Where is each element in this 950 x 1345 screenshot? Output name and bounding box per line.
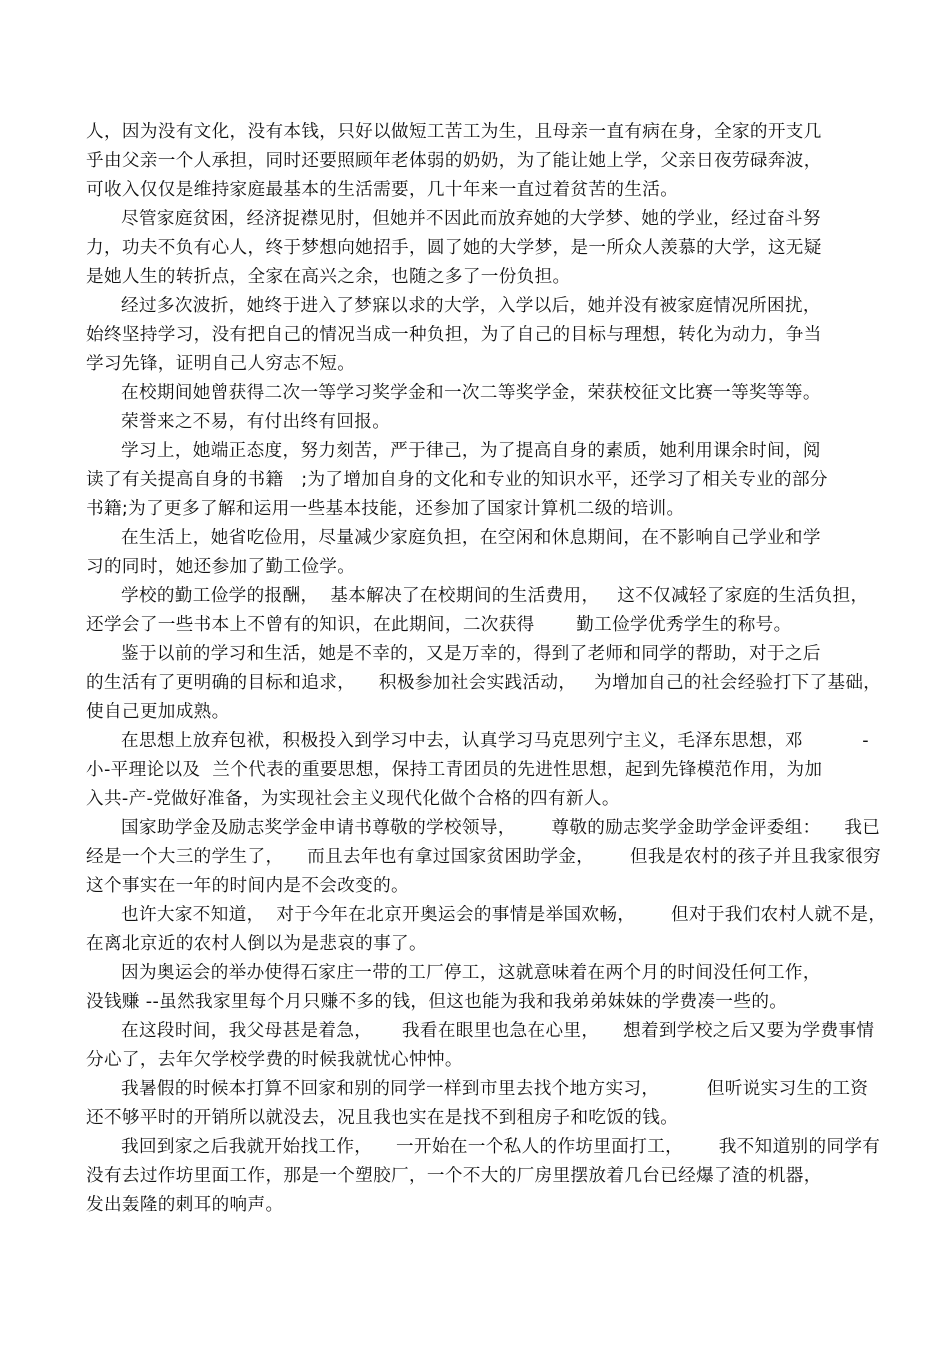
text-line: 还不够平时的开销所以就没去，况且我也实在是找不到租房子和吃饭的钱。 — [86, 1108, 679, 1128]
text-line: 使自己更加成熟。 — [86, 702, 230, 722]
text-line: 学习上，她端正态度，努力刻苦，严于律己，为了提高自身的素质，她利用课余时间，阅 — [121, 441, 821, 461]
text-line: 入共-产-党做好准备，为实现社会主义现代化做个合格的四有新人。 — [86, 789, 620, 809]
text-line: 国家助学金及励志奖学金申请书尊敬的学校领导， 尊敬的励志奖学金助学金评委组： 我已 — [121, 818, 881, 838]
text-line: 没钱赚 --虽然我家里每个月只赚不多的钱，但这也能为我和我弟弟妹妹的学费凑一些的。 — [86, 992, 788, 1012]
text-line: 在这段时间，我父母甚是着急， 我看在眼里也急在心里， 想着到学校之后又要为学费事情 — [121, 1021, 875, 1041]
text-line: 还学会了一些书本上不曾有的知识，在此期间，二次获得 勤工俭学优秀学生的称号。 — [86, 615, 792, 635]
text-line: 可收入仅仅是维持家庭最基本的生活需要，几十年来一直过着贫苦的生活。 — [86, 180, 679, 200]
text-line: 在生活上，她省吃俭用，尽量减少家庭负担，在空闲和休息期间，在不影响自己学业和学 — [121, 528, 821, 548]
text-line: 我回到家之后我就开始找工作， 一开始在一个私人的作坊里面打工， 我不知道别的同学有 — [121, 1137, 881, 1157]
text-line: 的生活有了更明确的目标和追求， 积极参加社会实践活动， 为增加自己的社会经验打下了基础， — [86, 673, 882, 693]
text-line: 鉴于以前的学习和生活，她是不幸的，又是万幸的，得到了老师和同学的帮助，对于之后 — [121, 644, 821, 664]
text-line: 始终坚持学习，没有把自己的情况当成一种负担，为了自己的目标与理想，转化为动力，争当 — [86, 325, 822, 345]
text-line: 在校期间她曾获得二次一等学习奖学金和一次二等奖学金，荣获校征文比赛一等奖等等。 — [121, 383, 821, 403]
text-line: 书籍;为了更多了解和运用一些基本技能，还参加了国家计算机二级的培训。 — [86, 499, 685, 519]
text-line: 经过多次波折，她终于进入了梦寐以求的大学，入学以后，她并没有被家庭情况所困扰， — [121, 296, 821, 316]
text-line: 分心了，去年欠学校学费的时候我就忧心忡忡。 — [86, 1050, 463, 1070]
text-line: 在思想上放弃包袱，积极投入到学习中去，认真学习马克思列宁主义，毛泽东思想，邓 - — [121, 731, 869, 751]
text-line: 力，功夫不负有心人，终于梦想向她招手，圆了她的大学梦，是一所众人羡慕的大学，这无疑 — [86, 238, 822, 258]
text-line: 是她人生的转折点，全家在高兴之余，也随之多了一份负担。 — [86, 267, 571, 287]
text-line: 学习先锋，证明自己人穷志不短。 — [86, 354, 356, 374]
text-line: 这个事实在一年的时间内是不会改变的。 — [86, 876, 409, 896]
text-line: 小-平理论以及 兰个代表的重要思想，保持工青团员的先进性思想，起到先锋模范作用，为加 — [86, 760, 823, 780]
text-line: 学校的勤工俭学的报酬， 基本解决了在校期间的生活费用， 这不仅减轻了家庭的生活负担， — [121, 586, 869, 606]
text-line: 发出轰隆的刺耳的响声。 — [86, 1195, 284, 1215]
text-line: 人，因为没有文化，没有本钱，只好以做短工苦工为生，且母亲一直有病在身，全家的开支几 — [86, 122, 822, 142]
text-line: 尽管家庭贫困，经济捉襟见肘，但她并不因此而放弃她的大学梦、她的学业，经过奋斗努 — [121, 209, 821, 229]
text-line: 也许大家不知道， 对于今年在北京开奥运会的事情是举国欢畅， 但对于我们农村人就不是， — [121, 905, 887, 925]
text-line: 在离北京近的农村人倒以为是悲哀的事了。 — [86, 934, 427, 954]
text-line: 乎由父亲一个人承担，同时还要照顾年老体弱的奶奶，为了能让她上学，父亲日夜劳碌奔波， — [86, 151, 822, 171]
text-line: 经是一个大三的学生了， 而且去年也有拿过国家贫困助学金， 但我是农村的孩子并且我家很穷 — [86, 847, 882, 867]
text-line: 因为奥运会的举办使得石家庄一带的工厂停工，这就意味着在两个月的时间没任何工作， — [121, 963, 821, 983]
text-line: 读了有关提高自身的书籍 ;为了增加自身的文化和专业的知识水平，还学习了相关专业的部分 — [86, 470, 828, 490]
text-line: 荣誉来之不易，有付出终有回报。 — [121, 412, 391, 432]
text-line: 没有去过作坊里面工作，那是一个塑胶厂，一个不大的厂房里摆放着几台已经爆了渣的机器， — [86, 1166, 822, 1186]
text-line: 我暑假的时候本打算不回家和别的同学一样到市里去找个地方实习， 但听说实习生的工资 — [121, 1079, 869, 1099]
text-line: 习的同时，她还参加了勤工俭学。 — [86, 557, 356, 577]
